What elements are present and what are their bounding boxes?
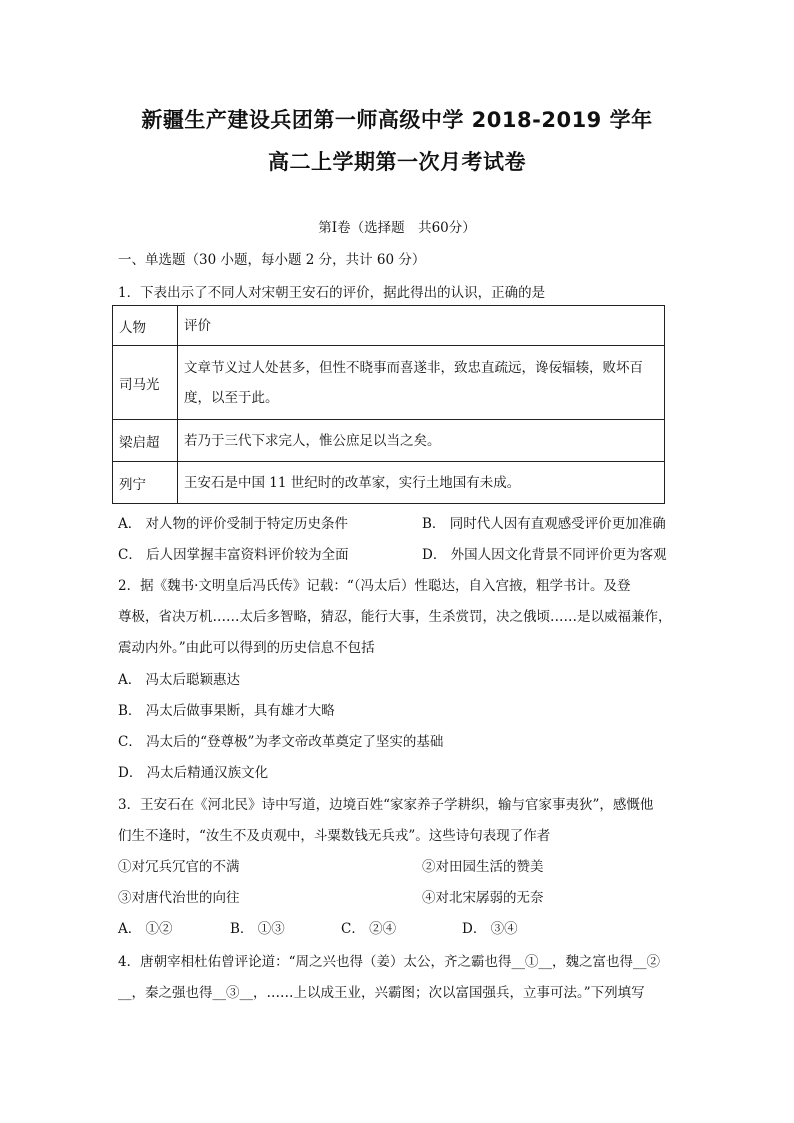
q1-evaluation-table	[112, 305, 665, 504]
q3-stem-line2: 们生不逢时，“汝生不及贞观中，斗粟数钱无兵戎”。这些诗句表现了作者	[118, 828, 551, 844]
q2-option-d[interactable]: D． 冯太后精通汉族文化	[118, 765, 269, 781]
q2-option-c[interactable]: C． 冯太后的“登尊极”为孝文帝改革奠定了坚实的基础	[118, 734, 444, 750]
q3-option-c[interactable]: C． ②④	[341, 921, 397, 937]
q3-item: ③对唐代治世的向往	[118, 890, 240, 906]
evaluation-line: 度，以至于此。	[184, 389, 279, 406]
q3-item: ②对田园生活的赞美	[422, 859, 544, 875]
evaluation-line: 文章节义过人处甚多，但性不晓事而喜遂非，致忠直疏远，谗佞辐辏，败坏百	[184, 359, 643, 376]
q3-item: ④对北宋孱弱的无奈	[422, 890, 544, 906]
q3-item: ①对冗兵冗官的不满	[118, 859, 240, 875]
table-cell-evaluation: 王安石是中国 11 世纪时的改革家，实行土地国有未成。	[178, 462, 665, 504]
table-cell-evaluation	[178, 346, 665, 420]
q1-option-b[interactable]: B． 同时代人因有直观感受评价更加准确	[422, 516, 666, 532]
part-heading: 一、单选题（30 小题，每小题 2 分，共计 60 分）	[118, 252, 426, 268]
exam-title-line1: 新疆生产建设兵团第一师高级中学 2018-2019 学年	[141, 108, 653, 132]
table-cell-person: 列宁	[113, 462, 178, 504]
q3-option-a[interactable]: A． ①②	[118, 921, 173, 937]
q1-option-d[interactable]: D． 外国人因文化背景不同评价更为客观	[422, 547, 667, 563]
table-cell-person: 司马光	[113, 346, 178, 420]
q2-stem-line2: 尊极，省决万机……太后多智略，猜忍，能行大事，生杀赏罚，决之俄顷……是以威福兼作，	[118, 609, 672, 625]
table-header-person: 人物	[113, 306, 178, 346]
q2-option-b[interactable]: B． 冯太后做事果断，具有雄才大略	[118, 703, 335, 719]
volume-heading: 第Ⅰ卷（选择题 共60分）	[318, 220, 476, 236]
q2-option-a[interactable]: A． 冯太后聪颖惠达	[118, 672, 241, 688]
table-cell-person: 梁启超	[113, 420, 178, 462]
q1-option-c[interactable]: C． 后人因掌握丰富资料评价较为全面	[118, 547, 349, 563]
q1-option-a[interactable]: A． 对人物的评价受制于特定历史条件	[118, 516, 349, 532]
q3-option-b[interactable]: B． ①③	[230, 921, 285, 937]
q4-stem-line1: 4．唐朝宰相杜佑曾评论道：“周之兴也得（姜）太公，齐之霸也得__①__，魏之富也得__②	[118, 954, 660, 970]
table-row	[113, 346, 665, 420]
q3-option-d[interactable]: D． ③④	[462, 921, 518, 937]
table-cell-evaluation: 若乃于三代下求完人，惟公庶足以当之矣。	[178, 420, 665, 462]
q2-stem-line1: 2．据《魏书·文明皇后冯氏传》记载：“（冯太后）性聪达，自入宫掖，粗学书计。及登	[118, 578, 631, 594]
q2-stem-line3: 震动内外。”由此可以得到的历史信息不包括	[118, 640, 375, 656]
table-header-evaluation: 评价	[178, 306, 665, 346]
exam-title-line2: 高二上学期第一次月考试卷	[268, 150, 526, 174]
table-row	[113, 420, 665, 462]
q3-stem-line1: 3．王安石在《河北民》诗中写道，边境百姓“家家养子学耕织，输与官家事夷狄”，感慨他	[118, 797, 654, 813]
table-header-row	[113, 306, 665, 346]
table-row	[113, 462, 665, 504]
q4-stem-line2: __，秦之强也得__③__，……上以成王业，兴霸图；次以富国强兵，立事可法。”下列填写	[118, 985, 645, 1001]
q1-stem: 1．下表出示了不同人对宋朝王安石的评价，据此得出的认识，正确的是	[118, 285, 546, 301]
